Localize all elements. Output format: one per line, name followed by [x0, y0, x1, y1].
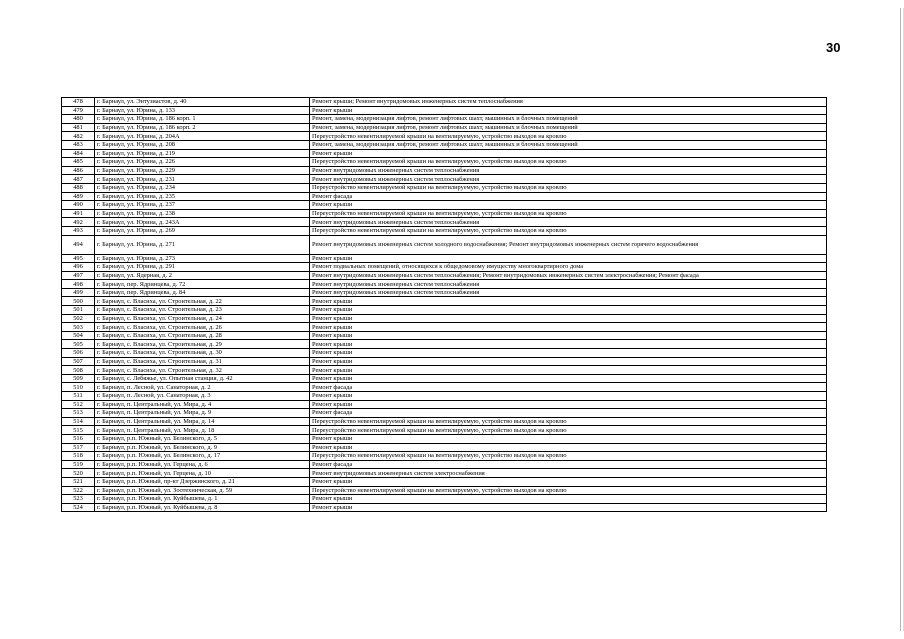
row-address: г. Барнаул, ул. Юрина, д. 133: [95, 106, 310, 115]
row-work-type: Ремонт крыши: [310, 443, 827, 452]
row-work-type: Ремонт крыши: [310, 106, 827, 115]
row-work-type: Ремонт крыши: [310, 201, 827, 210]
table-row: [62, 434, 827, 443]
row-address: г. Барнаул, с. Лебяжье, ул. Опытная станция, д. 42: [95, 374, 310, 383]
row-number: 491: [62, 209, 95, 218]
row-work-type: Ремонт крыши: [310, 254, 827, 263]
row-address: г. Барнаул, п. Центральный, ул. Мира, д. 9: [95, 409, 310, 418]
table-row: [62, 495, 827, 504]
table-row: [62, 349, 827, 358]
row-address: г. Барнаул, ул. Юрина, д. 238: [95, 209, 310, 218]
row-work-type: Ремонт фасада: [310, 383, 827, 392]
row-work-type: Ремонт внутридомовых инженерных систем теплоснабжения: [310, 288, 827, 297]
row-address: г. Барнаул, ул. Юрина, д. 271: [95, 235, 310, 254]
row-work-type: Ремонт внутридомовых инженерных систем холодного водоснабжения; Ремонт внутридомовых инженерных систем горячего водоснабжения: [310, 235, 827, 254]
row-address: г. Барнаул, ул. Юрина, д. 237: [95, 201, 310, 210]
row-address: г. Барнаул, п. Центральный, ул. Мира, д. 14: [95, 417, 310, 426]
row-number: 482: [62, 132, 95, 141]
table-row: [62, 331, 827, 340]
row-number: 522: [62, 486, 95, 495]
table-row: [62, 218, 827, 227]
row-address: г. Барнаул, ул. Юрина, д. 219: [95, 149, 310, 158]
row-address: г. Барнаул, с. Власиха, ул. Строительная, д. 23: [95, 306, 310, 315]
row-address: г. Барнаул, р.п. Южный, ул. Белинского, д. 9: [95, 443, 310, 452]
table-row: [62, 235, 827, 254]
row-work-type: Ремонт фасада: [310, 409, 827, 418]
row-number: 504: [62, 331, 95, 340]
row-work-type: Переустройство невентилируемой крыши на вентилируемую, устройство выходов на кровлю: [310, 426, 827, 435]
scan-edge: [900, 8, 901, 631]
table-row: [62, 392, 827, 401]
row-address: г. Барнаул, с. Власиха, ул. Строительная, д. 30: [95, 349, 310, 358]
row-work-type: Ремонт крыши: [310, 340, 827, 349]
row-number: 518: [62, 452, 95, 461]
table-row: [62, 452, 827, 461]
row-work-type: Ремонт крыши: [310, 297, 827, 306]
row-address: г. Барнаул, с. Власиха, ул. Строительная, д. 26: [95, 323, 310, 332]
row-number: 512: [62, 400, 95, 409]
row-number: 501: [62, 306, 95, 315]
table-row: [62, 226, 827, 235]
row-number: 481: [62, 123, 95, 132]
row-work-type: Переустройство невентилируемой крыши на вентилируемую, устройство выходов на кровлю: [310, 183, 827, 192]
row-work-type: Ремонт внутридомовых инженерных систем электроснабжения: [310, 469, 827, 478]
row-address: г. Барнаул, ул. Юрина, д. 243А: [95, 218, 310, 227]
row-work-type: Ремонт, замена, модернизация лифтов, ремонт лифтовых шахт, машинных и блочных помещений: [310, 140, 827, 149]
row-number: 523: [62, 495, 95, 504]
table-row: [62, 383, 827, 392]
row-address: г. Барнаул, ул. Юрина, д. 186 корп. 1: [95, 115, 310, 124]
row-work-type: Ремонт крыши: [310, 400, 827, 409]
row-address: г. Барнаул, р.п. Южный, ул. Зоотехническая, д. 59: [95, 486, 310, 495]
row-address: г. Барнаул, пер. Ядринцева, д. 72: [95, 280, 310, 289]
row-number: 520: [62, 469, 95, 478]
row-number: 519: [62, 460, 95, 469]
row-address: г. Барнаул, р.п. Южный, ул. Герцена, д. 6: [95, 460, 310, 469]
row-number: 494: [62, 235, 95, 254]
row-work-type: Ремонт крыши: [310, 374, 827, 383]
row-number: 499: [62, 288, 95, 297]
row-work-type: Ремонт крыши; Ремонт внутридомовых инженерных систем теплоснабжения: [310, 98, 827, 107]
row-work-type: Ремонт фасада: [310, 460, 827, 469]
row-number: 495: [62, 254, 95, 263]
row-work-type: Ремонт крыши: [310, 392, 827, 401]
table-row: [62, 417, 827, 426]
row-address: г. Барнаул, ул. Юрина, д. 273: [95, 254, 310, 263]
row-address: г. Барнаул, ул. Ядерная, д. 2: [95, 271, 310, 280]
table-row: [62, 357, 827, 366]
row-work-type: Ремонт крыши: [310, 503, 827, 512]
row-number: 498: [62, 280, 95, 289]
table-row: [62, 477, 827, 486]
table-row: [62, 409, 827, 418]
row-number: 509: [62, 374, 95, 383]
row-number: 507: [62, 357, 95, 366]
row-address: г. Барнаул, п. Лесной, ул. Санаторная, д. 2: [95, 383, 310, 392]
row-address: г. Барнаул, ул. Юрина, д. 186 корп. 2: [95, 123, 310, 132]
row-address: г. Барнаул, ул. Юрина, д. 269: [95, 226, 310, 235]
row-number: 514: [62, 417, 95, 426]
table-row: [62, 175, 827, 184]
row-address: г. Барнаул, с. Власиха, ул. Строительная, д. 24: [95, 314, 310, 323]
table-row: [62, 288, 827, 297]
row-work-type: Ремонт внутридомовых инженерных систем теплоснабжения: [310, 175, 827, 184]
table-row: [62, 306, 827, 315]
table-row: [62, 366, 827, 375]
row-address: г. Барнаул, ул. Юрина, д. 204А: [95, 132, 310, 141]
row-number: 497: [62, 271, 95, 280]
table-row: [62, 263, 827, 272]
row-work-type: Ремонт крыши: [310, 314, 827, 323]
row-address: г. Барнаул, с. Власиха, ул. Строительная, д. 28: [95, 331, 310, 340]
row-address: г. Барнаул, с. Власиха, ул. Строительная, д. 22: [95, 297, 310, 306]
row-number: 524: [62, 503, 95, 512]
row-number: 502: [62, 314, 95, 323]
row-number: 490: [62, 201, 95, 210]
table-row: [62, 443, 827, 452]
row-number: 505: [62, 340, 95, 349]
row-number: 488: [62, 183, 95, 192]
table-row: [62, 106, 827, 115]
row-number: 493: [62, 226, 95, 235]
row-address: г. Барнаул, ул. Юрина, д. 234: [95, 183, 310, 192]
row-address: г. Барнаул, ул. Юрина, д. 229: [95, 166, 310, 175]
table-row: [62, 374, 827, 383]
row-number: 496: [62, 263, 95, 272]
row-work-type: Ремонт крыши: [310, 149, 827, 158]
row-number: 500: [62, 297, 95, 306]
table-row: [62, 115, 827, 124]
row-number: 489: [62, 192, 95, 201]
row-number: 508: [62, 366, 95, 375]
row-address: г. Барнаул, ул. Юрина, д. 235: [95, 192, 310, 201]
row-number: 513: [62, 409, 95, 418]
row-work-type: Ремонт крыши: [310, 495, 827, 504]
table-body: [62, 98, 827, 512]
table-row: [62, 271, 827, 280]
repair-registry-table: [61, 97, 827, 512]
table-row: [62, 503, 827, 512]
row-number: 521: [62, 477, 95, 486]
row-address: г. Барнаул, п. Центральный, ул. Мира, д. 4: [95, 400, 310, 409]
row-number: 478: [62, 98, 95, 107]
table-row: [62, 280, 827, 289]
row-number: 510: [62, 383, 95, 392]
page-number: 30: [826, 40, 841, 55]
row-work-type: Ремонт внутридомовых инженерных систем теплоснабжения: [310, 218, 827, 227]
row-work-type: Ремонт крыши: [310, 366, 827, 375]
table-row: [62, 98, 827, 107]
row-address: г. Барнаул, ул. Юрина, д. 231: [95, 175, 310, 184]
row-work-type: Ремонт крыши: [310, 477, 827, 486]
table-row: [62, 254, 827, 263]
row-number: 506: [62, 349, 95, 358]
row-number: 517: [62, 443, 95, 452]
row-number: 479: [62, 106, 95, 115]
row-number: 515: [62, 426, 95, 435]
row-work-type: Ремонт крыши: [310, 306, 827, 315]
row-work-type: Ремонт, замена, модернизация лифтов, ремонт лифтовых шахт, машинных и блочных помещений: [310, 123, 827, 132]
table-row: [62, 158, 827, 167]
table-row: [62, 426, 827, 435]
row-address: г. Барнаул, пер. Ядринцева, д. 84: [95, 288, 310, 297]
table-row: [62, 400, 827, 409]
table-row: [62, 323, 827, 332]
row-address: г. Барнаул, ул. Юрина, д. 208: [95, 140, 310, 149]
table-row: [62, 209, 827, 218]
row-address: г. Барнаул, р.п. Южный, ул. Куйбышева, д. 1: [95, 495, 310, 504]
table-row: [62, 201, 827, 210]
row-work-type: Ремонт крыши: [310, 349, 827, 358]
row-work-type: Переустройство невентилируемой крыши на вентилируемую, устройство выходов на кровлю: [310, 486, 827, 495]
row-number: 511: [62, 392, 95, 401]
table-row: [62, 149, 827, 158]
row-work-type: Ремонт подвальных помещений, относящихся к общедомовому имуществу многоквартирного дома: [310, 263, 827, 272]
row-address: г. Барнаул, с. Власиха, ул. Строительная, д. 32: [95, 366, 310, 375]
row-address: г. Барнаул, р.п. Южный, ул. Герцена, д. 10: [95, 469, 310, 478]
row-number: 480: [62, 115, 95, 124]
row-work-type: Переустройство невентилируемой крыши на вентилируемую, устройство выходов на кровлю: [310, 226, 827, 235]
table-row: [62, 314, 827, 323]
row-number: 492: [62, 218, 95, 227]
row-address: г. Барнаул, р.п. Южный, ул. Куйбышева, д. 8: [95, 503, 310, 512]
row-work-type: Переустройство невентилируемой крыши на вентилируемую, устройство выходов на кровлю: [310, 158, 827, 167]
row-number: 487: [62, 175, 95, 184]
row-work-type: Ремонт внутридомовых инженерных систем теплоснабжения; Ремонт внутридомовых инженерных систем электроснабжения; Ремонт фасада: [310, 271, 827, 280]
table-row: [62, 132, 827, 141]
table-row: [62, 192, 827, 201]
table-row: [62, 123, 827, 132]
row-work-type: Переустройство невентилируемой крыши на вентилируемую, устройство выходов на кровлю: [310, 452, 827, 461]
row-address: г. Барнаул, ул. Юрина, д. 291: [95, 263, 310, 272]
row-work-type: Ремонт, замена, модернизация лифтов, ремонт лифтовых шахт, машинных и блочных помещений: [310, 115, 827, 124]
row-number: 485: [62, 158, 95, 167]
row-number: 484: [62, 149, 95, 158]
row-address: г. Барнаул, р.п. Южный, ул. Белинского, д. 5: [95, 434, 310, 443]
table-row: [62, 340, 827, 349]
row-address: г. Барнаул, р.п. Южный, пр-кт Дзержинского, д. 21: [95, 477, 310, 486]
row-number: 483: [62, 140, 95, 149]
row-work-type: Переустройство невентилируемой крыши на вентилируемую, устройство выходов на кровлю: [310, 132, 827, 141]
row-address: г. Барнаул, п. Центральный, ул. Мира, д. 18: [95, 426, 310, 435]
row-address: г. Барнаул, ул. Энтузиастов, д. 40: [95, 98, 310, 107]
row-work-type: Ремонт крыши: [310, 323, 827, 332]
row-number: 516: [62, 434, 95, 443]
table-row: [62, 183, 827, 192]
table-row: [62, 460, 827, 469]
table-row: [62, 297, 827, 306]
row-address: г. Барнаул, р.п. Южный, ул. Белинского, д. 17: [95, 452, 310, 461]
row-address: г. Барнаул, п. Лесной, ул. Санаторная, д. 3: [95, 392, 310, 401]
row-work-type: Ремонт внутридомовых инженерных систем теплоснабжения: [310, 280, 827, 289]
row-address: г. Барнаул, с. Власиха, ул. Строительная, д. 29: [95, 340, 310, 349]
table-row: [62, 469, 827, 478]
table-row: [62, 486, 827, 495]
row-work-type: Ремонт крыши: [310, 357, 827, 366]
row-number: 503: [62, 323, 95, 332]
row-address: г. Барнаул, с. Власиха, ул. Строительная, д. 31: [95, 357, 310, 366]
row-work-type: Ремонт крыши: [310, 434, 827, 443]
table-row: [62, 166, 827, 175]
row-number: 486: [62, 166, 95, 175]
row-work-type: Переустройство невентилируемой крыши на вентилируемую, устройство выходов на кровлю: [310, 209, 827, 218]
row-address: г. Барнаул, ул. Юрина, д. 226: [95, 158, 310, 167]
row-work-type: Ремонт крыши: [310, 331, 827, 340]
row-work-type: Переустройство невентилируемой крыши на вентилируемую, устройство выходов на кровлю: [310, 417, 827, 426]
row-work-type: Ремонт фасада: [310, 192, 827, 201]
row-work-type: Ремонт внутридомовых инженерных систем теплоснабжения: [310, 166, 827, 175]
table-row: [62, 140, 827, 149]
